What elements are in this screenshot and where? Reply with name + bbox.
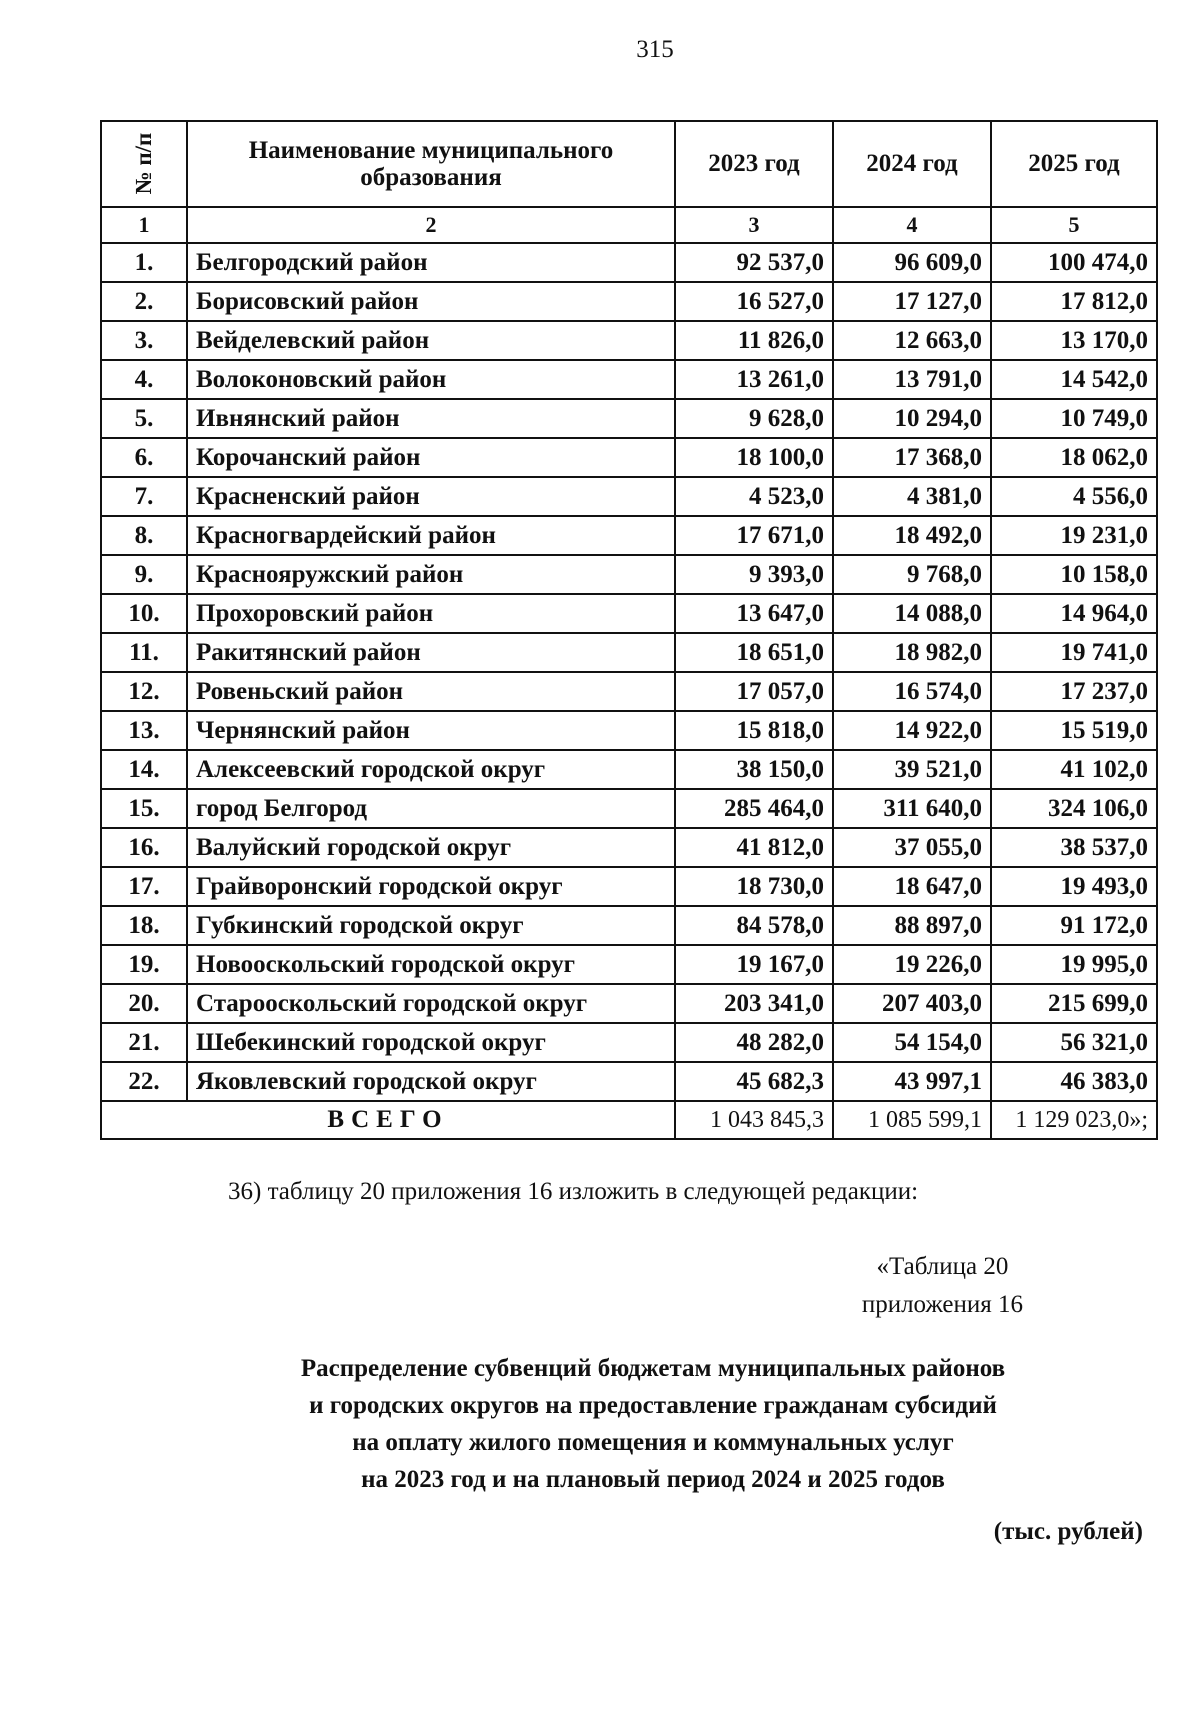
table-header-row	[101, 121, 1157, 207]
row-number: 22.	[101, 1062, 187, 1101]
title-line: и городских округов на предоставление гражданам субсидий	[309, 1392, 997, 1419]
value-2025: 13 170,0	[991, 321, 1157, 360]
column-index: 3	[675, 207, 833, 243]
value-2025: 56 321,0	[991, 1023, 1157, 1062]
units-label: (тыс. рублей)	[993, 1518, 1143, 1545]
municipality-name: Старооскольский городской округ	[187, 984, 675, 1023]
table-row	[101, 828, 1157, 867]
value-2024: 54 154,0	[833, 1023, 991, 1062]
row-number: 15.	[101, 789, 187, 828]
row-number: 6.	[101, 438, 187, 477]
value-2024: 14 922,0	[833, 711, 991, 750]
value-2023: 9 393,0	[675, 555, 833, 594]
value-2023: 17 671,0	[675, 516, 833, 555]
value-2024: 17 127,0	[833, 282, 991, 321]
municipality-name: Ровеньский район	[187, 672, 675, 711]
page-number: 315	[636, 36, 674, 63]
table-row	[101, 945, 1157, 984]
municipality-name: Красногвардейский район	[187, 516, 675, 555]
value-2024: 43 997,1	[833, 1062, 991, 1101]
row-number: 11.	[101, 633, 187, 672]
value-2024: 39 521,0	[833, 750, 991, 789]
row-number: 5.	[101, 399, 187, 438]
table-row	[101, 477, 1157, 516]
value-2023: 92 537,0	[675, 243, 833, 282]
table-row	[101, 906, 1157, 945]
value-2023: 18 651,0	[675, 633, 833, 672]
municipality-name: Прохоровский район	[187, 594, 675, 633]
value-2025: 18 062,0	[991, 438, 1157, 477]
value-2025: 100 474,0	[991, 243, 1157, 282]
value-2025: 91 172,0	[991, 906, 1157, 945]
value-2023: 13 261,0	[675, 360, 833, 399]
table-row	[101, 360, 1157, 399]
value-2024: 18 982,0	[833, 633, 991, 672]
value-2023: 19 167,0	[675, 945, 833, 984]
value-2023: 18 100,0	[675, 438, 833, 477]
row-number: 3.	[101, 321, 187, 360]
value-2023: 13 647,0	[675, 594, 833, 633]
value-2025: 215 699,0	[991, 984, 1157, 1023]
municipality-name: Алексеевский городской округ	[187, 750, 675, 789]
municipality-name: Вейделевский район	[187, 321, 675, 360]
value-2024: 19 226,0	[833, 945, 991, 984]
table-row	[101, 516, 1157, 555]
value-2024: 12 663,0	[833, 321, 991, 360]
value-2023: 17 057,0	[675, 672, 833, 711]
value-2024: 9 768,0	[833, 555, 991, 594]
table-row	[101, 1023, 1157, 1062]
row-number: 18.	[101, 906, 187, 945]
table-row	[101, 672, 1157, 711]
value-2023: 285 464,0	[675, 789, 833, 828]
row-number: 8.	[101, 516, 187, 555]
total-2024: 1 085 599,1	[833, 1101, 991, 1139]
row-number: 9.	[101, 555, 187, 594]
value-2025: 19 995,0	[991, 945, 1157, 984]
value-2025: 15 519,0	[991, 711, 1157, 750]
table-row	[101, 555, 1157, 594]
header-2023: 2023 год	[675, 121, 833, 207]
table-body	[101, 243, 1157, 1101]
value-2023: 16 527,0	[675, 282, 833, 321]
table-row	[101, 321, 1157, 360]
value-2025: 19 231,0	[991, 516, 1157, 555]
municipality-name: Волоконовский район	[187, 360, 675, 399]
table-row	[101, 984, 1157, 1023]
municipality-name: Грайворонский городской округ	[187, 867, 675, 906]
title-line: Распределение субвенций бюджетам муниципальных районов	[300, 1355, 1006, 1382]
title-line: на 2023 год и на плановый период 2024 и 2025 годов	[361, 1466, 945, 1493]
value-2023: 41 812,0	[675, 828, 833, 867]
column-index: 2	[187, 207, 675, 243]
total-row	[101, 1101, 1157, 1139]
row-number: 20.	[101, 984, 187, 1023]
row-number: 10.	[101, 594, 187, 633]
column-index: 4	[833, 207, 991, 243]
municipality-name: Корочанский район	[187, 438, 675, 477]
header-name: Наименование муниципального образования	[187, 121, 675, 207]
subsidy-table	[100, 120, 1158, 1140]
value-2023: 84 578,0	[675, 906, 833, 945]
value-2023: 9 628,0	[675, 399, 833, 438]
row-number: 2.	[101, 282, 187, 321]
municipality-name: Чернянский район	[187, 711, 675, 750]
table-row	[101, 282, 1157, 321]
table-row	[101, 399, 1157, 438]
value-2024: 37 055,0	[833, 828, 991, 867]
value-2024: 88 897,0	[833, 906, 991, 945]
municipality-name: Валуйский городской округ	[187, 828, 675, 867]
municipality-name: Яковлевский городской округ	[187, 1062, 675, 1101]
municipality-name: Красненский район	[187, 477, 675, 516]
value-2023: 15 818,0	[675, 711, 833, 750]
municipality-name: Ракитянский район	[187, 633, 675, 672]
municipality-name: Белгородский район	[187, 243, 675, 282]
table-title	[0, 1350, 1200, 1498]
title-line: на оплату жилого помещения и коммунальных услуг	[352, 1429, 954, 1456]
row-number: 21.	[101, 1023, 187, 1062]
value-2024: 17 368,0	[833, 438, 991, 477]
table-reference	[862, 1248, 1023, 1324]
value-2025: 17 812,0	[991, 282, 1157, 321]
value-2025: 19 741,0	[991, 633, 1157, 672]
value-2023: 4 523,0	[675, 477, 833, 516]
row-number: 7.	[101, 477, 187, 516]
value-2025: 38 537,0	[991, 828, 1157, 867]
value-2025: 46 383,0	[991, 1062, 1157, 1101]
value-2025: 41 102,0	[991, 750, 1157, 789]
value-2025: 4 556,0	[991, 477, 1157, 516]
column-index-row	[101, 207, 1157, 243]
value-2025: 14 964,0	[991, 594, 1157, 633]
municipality-name: Новооскольский городской округ	[187, 945, 675, 984]
value-2023: 18 730,0	[675, 867, 833, 906]
row-number: 17.	[101, 867, 187, 906]
table-reference-line: приложения 16	[861, 1291, 1023, 1318]
municipality-name: город Белгород	[187, 789, 675, 828]
table-row	[101, 750, 1157, 789]
value-2024: 18 492,0	[833, 516, 991, 555]
column-index: 1	[101, 207, 187, 243]
value-2024: 16 574,0	[833, 672, 991, 711]
row-number: 19.	[101, 945, 187, 984]
municipality-name: Борисовский район	[187, 282, 675, 321]
total-2025: 1 129 023,0»;	[991, 1101, 1157, 1139]
value-2023: 11 826,0	[675, 321, 833, 360]
row-number: 1.	[101, 243, 187, 282]
row-number: 14.	[101, 750, 187, 789]
value-2025: 17 237,0	[991, 672, 1157, 711]
table-reference-line: «Таблица 20	[876, 1253, 1009, 1280]
amendment-text: 36) таблицу 20 приложения 16 изложить в следующей редакции:	[228, 1178, 919, 1205]
table-row	[101, 243, 1157, 282]
table-row	[101, 594, 1157, 633]
value-2025: 10 749,0	[991, 399, 1157, 438]
municipality-name: Губкинский городской округ	[187, 906, 675, 945]
value-2024: 207 403,0	[833, 984, 991, 1023]
municipality-name: Краснояружский район	[187, 555, 675, 594]
value-2025: 19 493,0	[991, 867, 1157, 906]
value-2023: 203 341,0	[675, 984, 833, 1023]
value-2024: 14 088,0	[833, 594, 991, 633]
table-row	[101, 789, 1157, 828]
value-2024: 10 294,0	[833, 399, 991, 438]
table-row	[101, 711, 1157, 750]
value-2025: 324 106,0	[991, 789, 1157, 828]
total-label: ВСЕГО	[101, 1101, 675, 1139]
header-num: № п/п	[101, 121, 187, 207]
value-2024: 4 381,0	[833, 477, 991, 516]
value-2023: 38 150,0	[675, 750, 833, 789]
table-row	[101, 633, 1157, 672]
table-row	[101, 1062, 1157, 1101]
row-number: 13.	[101, 711, 187, 750]
value-2024: 18 647,0	[833, 867, 991, 906]
header-2025: 2025 год	[991, 121, 1157, 207]
header-2024: 2024 год	[833, 121, 991, 207]
table-row	[101, 867, 1157, 906]
municipality-name: Шебекинский городской округ	[187, 1023, 675, 1062]
value-2025: 10 158,0	[991, 555, 1157, 594]
row-number: 4.	[101, 360, 187, 399]
value-2024: 311 640,0	[833, 789, 991, 828]
table-row	[101, 438, 1157, 477]
row-number: 16.	[101, 828, 187, 867]
row-number: 12.	[101, 672, 187, 711]
value-2025: 14 542,0	[991, 360, 1157, 399]
value-2023: 45 682,3	[675, 1062, 833, 1101]
column-index: 5	[991, 207, 1157, 243]
value-2024: 13 791,0	[833, 360, 991, 399]
value-2024: 96 609,0	[833, 243, 991, 282]
value-2023: 48 282,0	[675, 1023, 833, 1062]
total-2023: 1 043 845,3	[675, 1101, 833, 1139]
municipality-name: Ивнянский район	[187, 399, 675, 438]
